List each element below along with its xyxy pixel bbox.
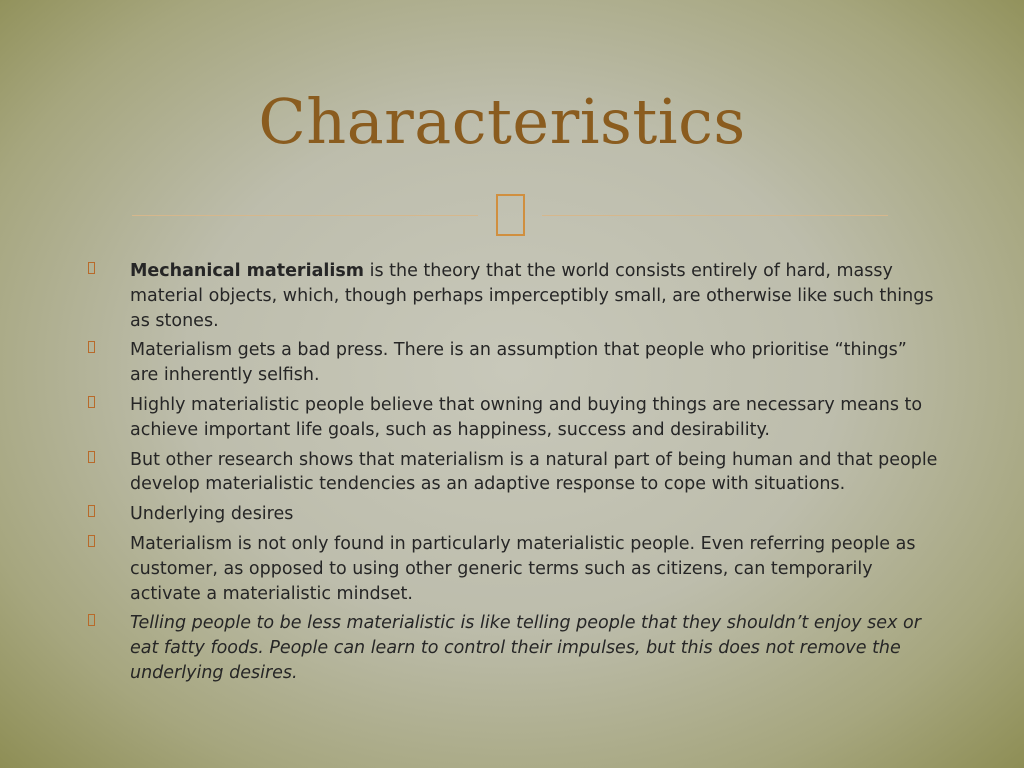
list-item bbox=[88, 611, 938, 685]
list-item-text: Underlying desires bbox=[130, 504, 294, 525]
list-item-text: Materialism gets a bad press. There is an assumption that people who prioritise “things” are inherently selfish. bbox=[130, 340, 907, 386]
bold-lead-text: Mechanical materialism bbox=[130, 261, 365, 281]
bullet-icon bbox=[88, 505, 95, 517]
divider-ornament-icon bbox=[496, 194, 525, 236]
list-item bbox=[88, 532, 938, 606]
slide-title: Characteristics bbox=[258, 85, 746, 158]
bullet-icon bbox=[88, 262, 95, 274]
item-text: is the theory that the world consists entirely of hard, massy material objects, which, though perhaps imperceptibly small, are otherwise like such things as stones. bbox=[130, 261, 934, 331]
list-item bbox=[88, 393, 938, 443]
bullet-icon bbox=[88, 451, 95, 463]
bullet-list bbox=[88, 259, 938, 691]
list-item-text bbox=[130, 261, 934, 331]
bullet-icon bbox=[88, 396, 95, 408]
list-item bbox=[88, 448, 938, 498]
list-item-text: Materialism is not only found in particularly materialistic people. Even referring people as customer, as opposed to using other generic terms such as citizens, can temporarily activate a materialistic mindset. bbox=[130, 533, 916, 604]
list-item bbox=[88, 338, 938, 388]
list-item-text: Highly materialistic people believe that owning and buying things are necessary means to achieve important life goals, such as happiness, success and desirability. bbox=[130, 394, 923, 440]
divider-line-left bbox=[132, 215, 478, 216]
list-item-text: Telling people to be less materialistic is like telling people that they shouldn’t enjoy sex or eat fatty foods. People can learn to control their impulses, but this does not remove the underlying desires. bbox=[130, 613, 921, 683]
list-item bbox=[88, 259, 938, 333]
bullet-icon bbox=[88, 614, 95, 626]
list-item bbox=[88, 502, 938, 527]
bullet-icon bbox=[88, 341, 95, 353]
divider-line-right bbox=[542, 215, 888, 216]
title-divider bbox=[132, 190, 888, 240]
list-item-text: But other research shows that materialism is a natural part of being human and that people develop materialistic tendencies as an adaptive response to cope with situations. bbox=[130, 449, 938, 495]
bullet-icon bbox=[88, 535, 95, 547]
